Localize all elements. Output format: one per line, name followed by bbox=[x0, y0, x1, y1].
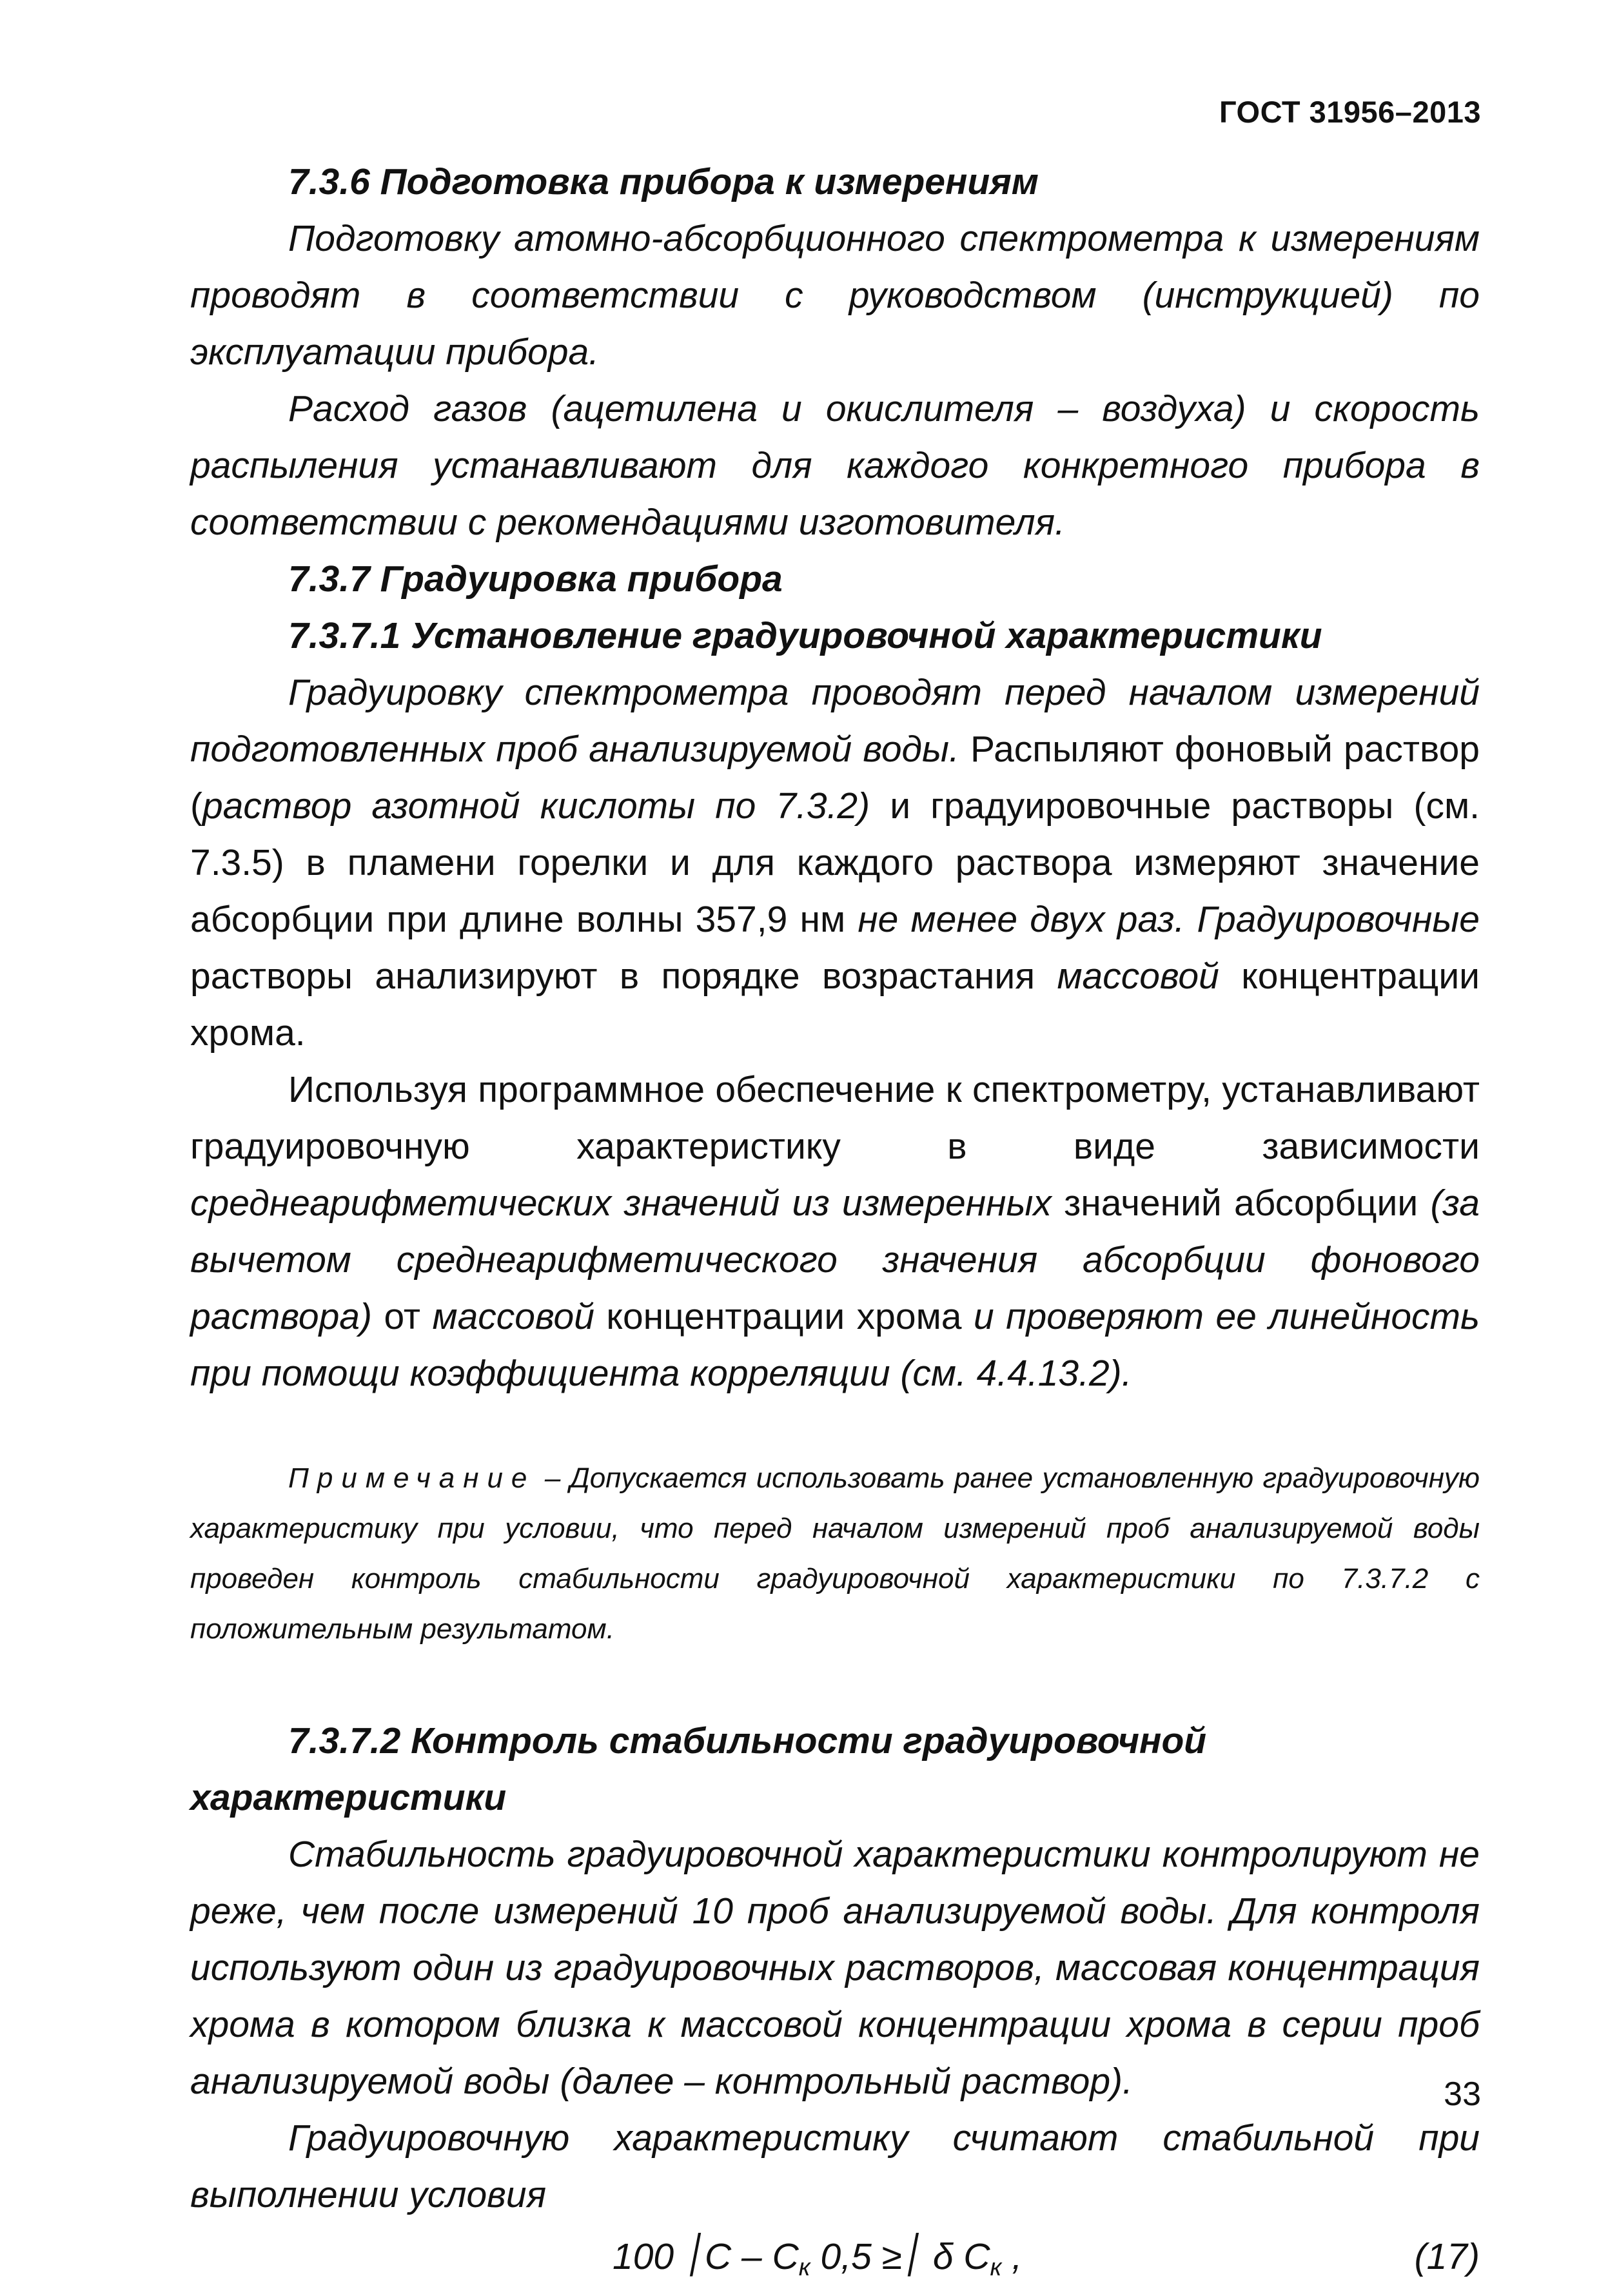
text-run: среднеарифметических значений из измеренных bbox=[190, 1182, 1052, 1224]
text-run: раствор азотной кислоты по 7.3.2) bbox=[202, 785, 870, 827]
page-number: 33 bbox=[1444, 2075, 1481, 2113]
paragraph-7-3-6-gas-flow: Расход газов (ацетилена и окислителя – воздуха) и скорость распыления устанавливают для каждого конкретного прибора в соответствии с рекомендациями изготовителя. bbox=[190, 388, 1480, 543]
paragraph-7-3-7-2-stability: Стабильность градуировочной характеристики контролируют не реже, чем после измерений 10 проб анализируемой воды. Для контроля используют один из градуировочных растворов, массовая концентрация хрома в котором близка к массовой концентрации хрома в серии проб анализируемой воды (далее – контрольный раствор). bbox=[190, 1834, 1480, 2102]
text-run: Используя программное обеспечение к спектрометру, устанавливают градуировочную характеристику в виде зависимости bbox=[190, 1069, 1480, 1167]
paragraph-7-3-6-preparation: Подготовку атомно-абсорбционного спектрометра к измерениям проводят в соответствии с руководством (инструкцией) по эксплуатации прибора. bbox=[190, 218, 1480, 373]
text-run: значений абсорбции bbox=[1051, 1182, 1431, 1224]
heading-7-3-6: 7.3.6 Подготовка прибора к измерениям bbox=[288, 161, 1039, 202]
text-run: Градуировку спектрометра проводят перед началом измерений подготовленных проб анализируемой воды. bbox=[190, 672, 1480, 770]
paragraph-7-3-7-1-calibration bbox=[190, 664, 1480, 1061]
text-run: и градуировочные растворы (см. 7.3.5) в пламени горелки и для каждого раствора измеряют значение абсорбции при длине волны 357,9 нм bbox=[190, 785, 1480, 940]
text-run: массовой bbox=[432, 1296, 594, 1337]
formula-part: , bbox=[1001, 2236, 1023, 2277]
text-run: Распыляют фоновый раствор ( bbox=[190, 729, 1480, 827]
paragraph-7-3-7-2-condition: Градуировочную характеристику считают стабильной при выполнении условия bbox=[190, 2117, 1480, 2215]
formula-17 bbox=[190, 2228, 1480, 2285]
page-body bbox=[190, 153, 1480, 2285]
text-run: массовой bbox=[1057, 956, 1219, 997]
text-run: и проверяют ее линейность при помощи коэффициента корреляции (см. 4.4.13.2). bbox=[190, 1296, 1480, 1394]
note-label: Примечание bbox=[288, 1462, 536, 1494]
text-run: концентрации хрома. bbox=[190, 956, 1480, 1054]
document-code: ГОСТ 31956–2013 bbox=[1219, 95, 1481, 129]
text-run: от bbox=[371, 1296, 433, 1337]
text-run: растворы анализируют в порядке возрастания bbox=[190, 956, 1057, 997]
paragraph-7-3-7-1-software bbox=[190, 1061, 1480, 1402]
formula-subscript: к bbox=[798, 2254, 810, 2281]
text-run: концентрации хрома bbox=[594, 1296, 974, 1337]
note-text: – Допускается использовать ранее установленную градуировочную характеристику при условии, что перед началом измерений проб анализируемой воды проведен контроль стабильности градуировочной характеристики по 7.3.7.2 с положительным результатом. bbox=[190, 1462, 1480, 1645]
text-run: не менее двух раз. Градуировочные bbox=[858, 899, 1480, 940]
heading-7-3-7: 7.3.7 Градуировка прибора bbox=[288, 558, 783, 600]
formula-number: (17) bbox=[1414, 2236, 1480, 2277]
formula-subscript: к bbox=[990, 2254, 1002, 2281]
note-block bbox=[190, 1453, 1480, 1654]
formula-part: ׀≤ 0,5 δ С bbox=[810, 2236, 990, 2277]
formula-expression bbox=[613, 2228, 1022, 2296]
heading-7-3-7-1: 7.3.7.1 Установление градуировочной характеристики bbox=[288, 615, 1322, 656]
formula-part: 100 ׀С – С bbox=[613, 2236, 799, 2277]
heading-7-3-7-2: 7.3.7.2 Контроль стабильности градуировочной характеристики bbox=[190, 1720, 1207, 1818]
text-run: (за вычетом среднеарифметического значения абсорбции фонового раствора) bbox=[190, 1182, 1480, 1337]
